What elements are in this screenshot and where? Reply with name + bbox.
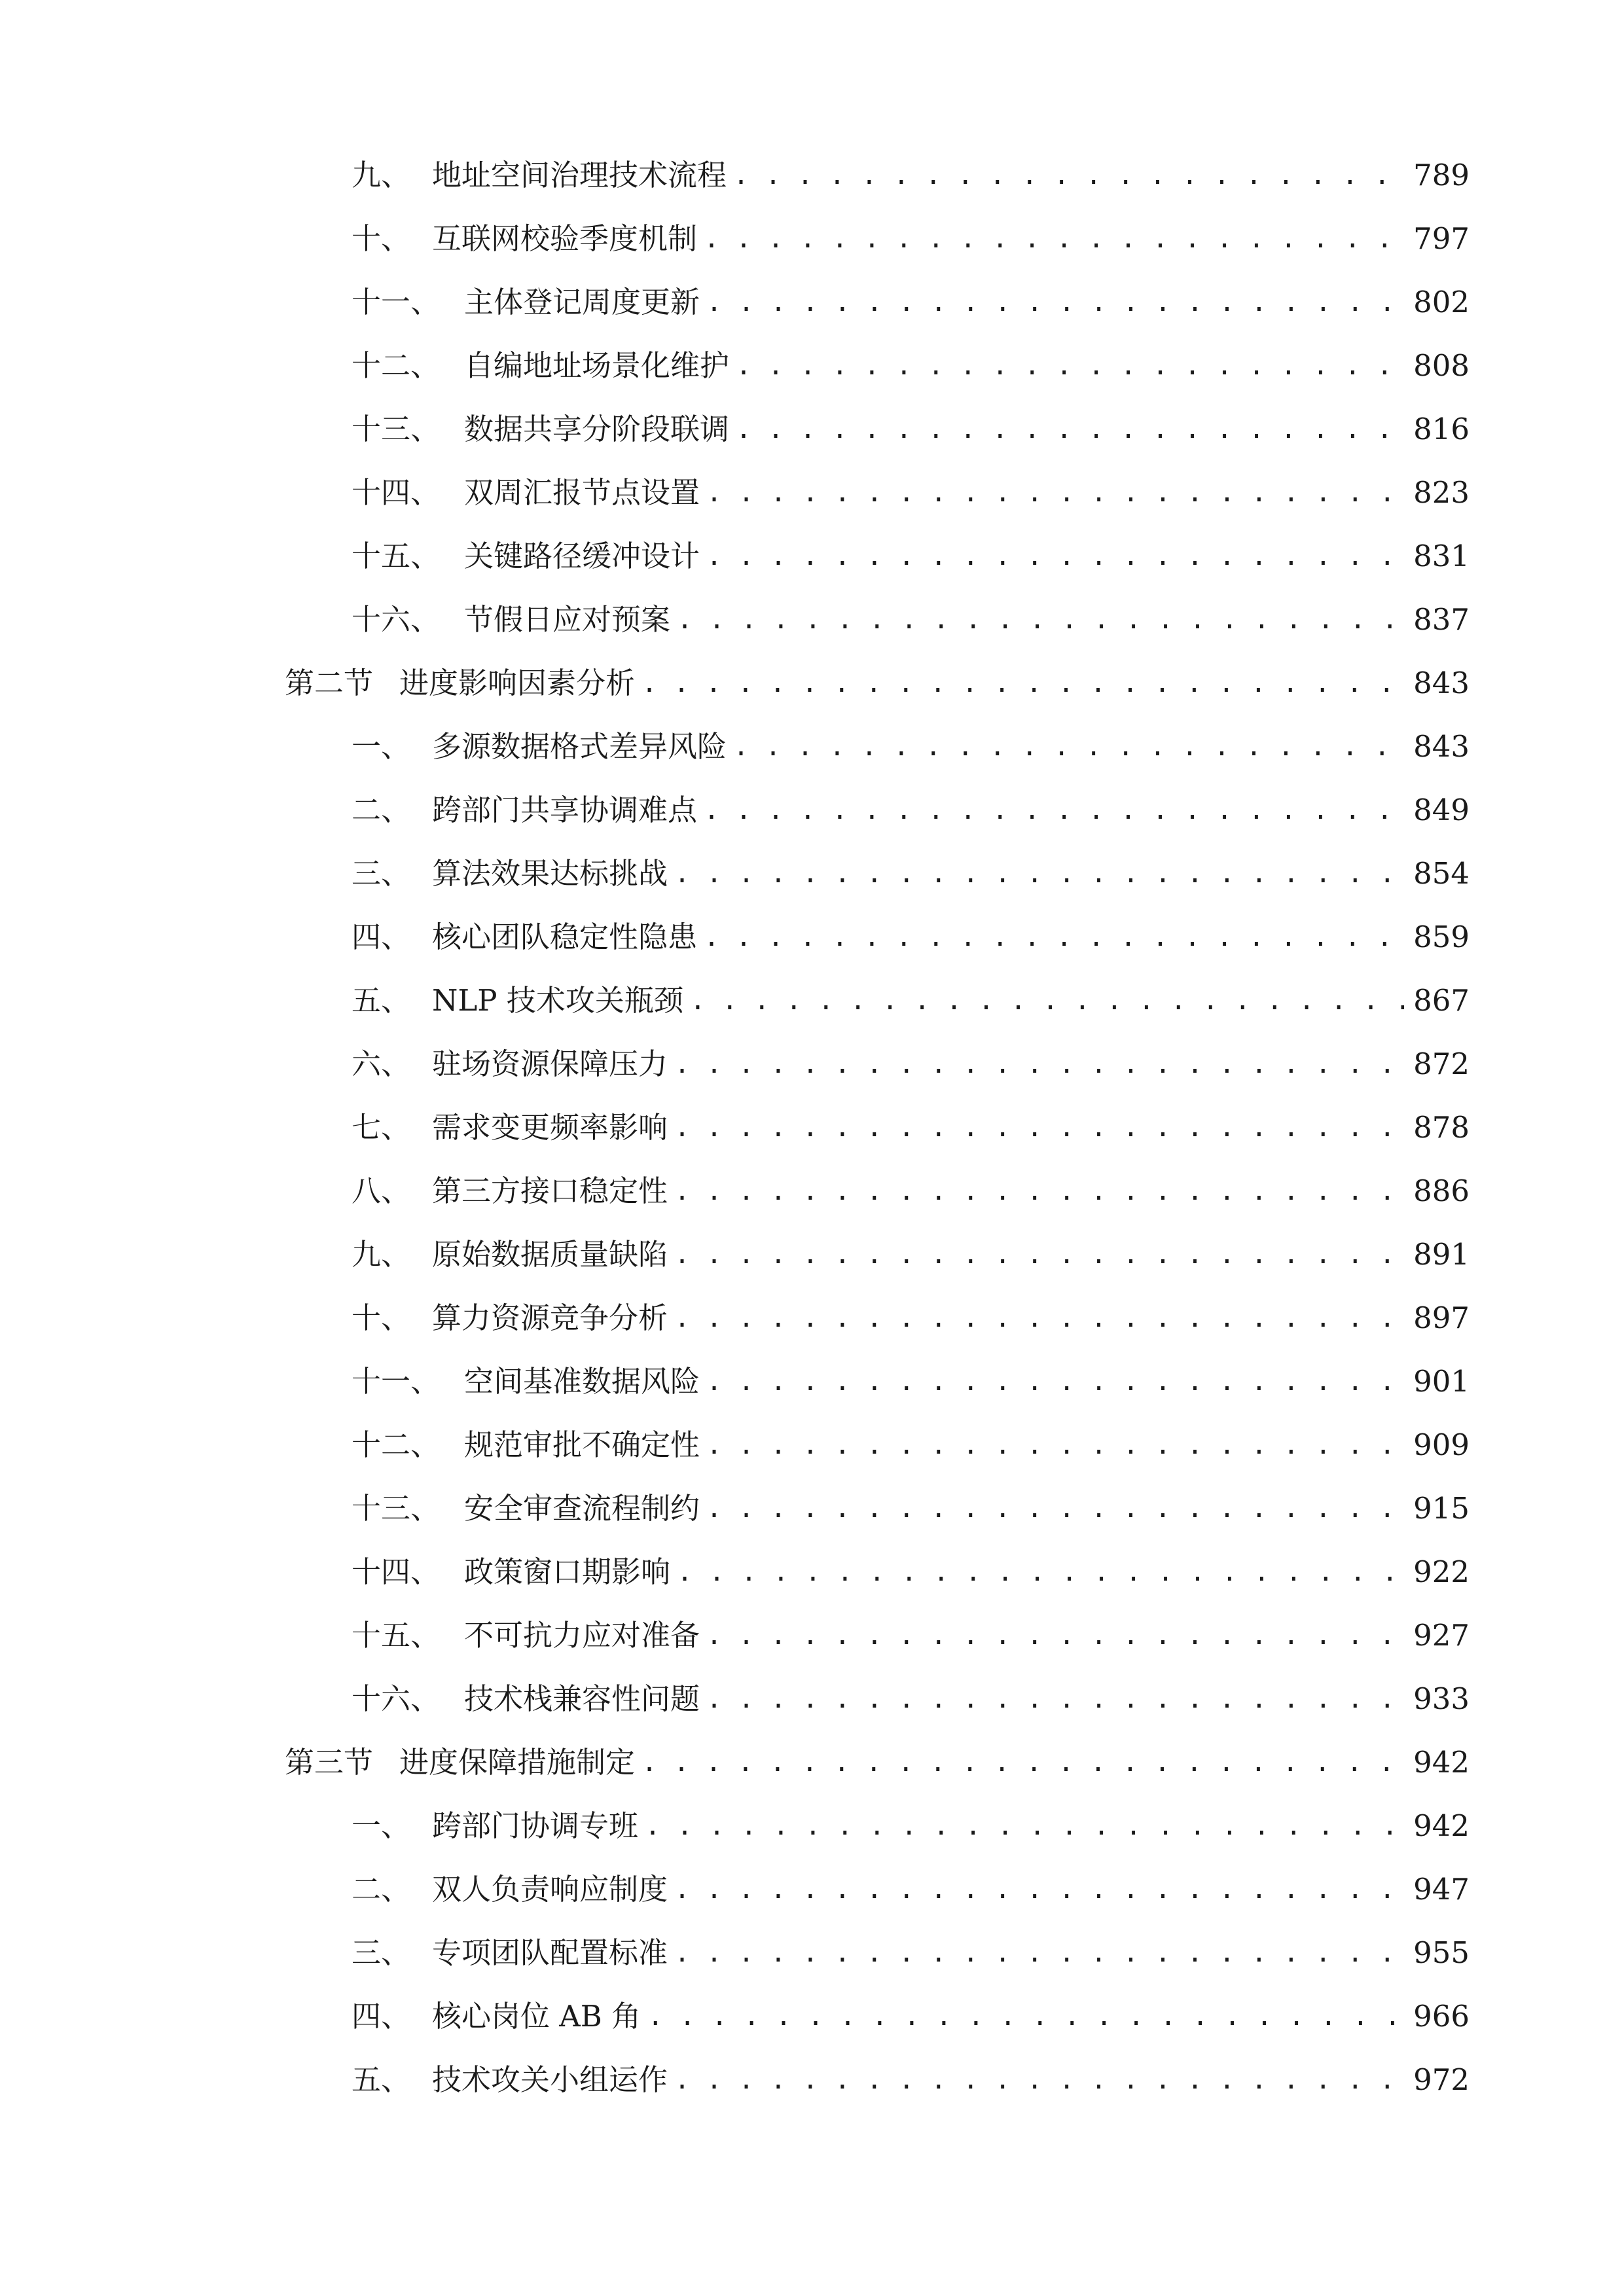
entry-number: 十三、 <box>352 412 441 446</box>
dot-leader <box>736 406 1404 452</box>
dot-leader <box>706 1422 1404 1468</box>
dot-leader <box>677 597 1404 643</box>
dot-leader <box>706 1486 1404 1532</box>
dot-leader <box>641 1740 1404 1785</box>
entry-title: 数据共享分阶段联调 <box>464 412 730 446</box>
toc-entry[interactable] <box>352 914 1470 960</box>
entry-number: 二、 <box>352 793 411 827</box>
toc-entry[interactable] <box>352 724 1470 770</box>
entry-number: 十二、 <box>352 348 441 383</box>
entry-number: 八、 <box>352 1174 411 1208</box>
toc-entry[interactable] <box>352 1232 1470 1278</box>
entry-title: 跨部门协调专班 <box>432 1808 639 1843</box>
entry-title: 空间基准数据风险 <box>464 1364 700 1399</box>
toc-entry[interactable] <box>352 216 1470 262</box>
entry-page-number: 947 <box>1413 1872 1470 1907</box>
entry-number: 七、 <box>352 1110 411 1145</box>
toc-entry[interactable] <box>352 533 1470 579</box>
entry-page-number: 915 <box>1413 1491 1470 1526</box>
entry-title: 原始数据质量缺陷 <box>432 1237 668 1272</box>
dot-leader <box>706 1676 1404 1722</box>
entry-number: 四、 <box>352 920 411 954</box>
entry-page-number: 802 <box>1413 285 1470 319</box>
entry-number: 十四、 <box>352 475 441 510</box>
entry-title: 安全审查流程制约 <box>464 1491 700 1526</box>
entry-title: 节假日应对预案 <box>464 602 671 637</box>
toc-entry[interactable] <box>352 597 1470 643</box>
entry-title: 驻场资源保障压力 <box>432 1047 668 1081</box>
entry-page-number: 837 <box>1413 602 1470 637</box>
entry-number: 六、 <box>352 1047 411 1081</box>
entry-page-number: 872 <box>1413 1047 1470 1081</box>
toc-entry[interactable] <box>352 1359 1470 1405</box>
dot-leader <box>677 1549 1404 1595</box>
toc-entry[interactable] <box>352 279 1470 325</box>
entry-page-number: 933 <box>1413 1681 1470 1716</box>
dot-leader <box>674 2057 1404 2103</box>
entry-page-number: 927 <box>1413 1618 1470 1653</box>
toc-entry[interactable] <box>352 1867 1470 1912</box>
toc-entry[interactable] <box>352 406 1470 452</box>
dot-leader <box>736 343 1404 389</box>
toc-entry[interactable] <box>352 978 1470 1024</box>
entry-title: 核心团队稳定性隐患 <box>432 920 698 954</box>
entry-page-number: 823 <box>1413 475 1470 510</box>
entry-number: 十三、 <box>352 1491 441 1526</box>
toc-entry[interactable] <box>352 152 1470 198</box>
dot-leader <box>706 533 1404 579</box>
entry-title: 多源数据格式差异风险 <box>432 729 727 764</box>
dot-leader <box>706 1613 1404 1659</box>
entry-number: 十六、 <box>352 1681 441 1716</box>
entry-page-number: 901 <box>1413 1364 1470 1399</box>
entry-title: 自编地址场景化维护 <box>464 348 730 383</box>
dot-leader <box>706 279 1404 325</box>
entry-title: 双人负责响应制度 <box>432 1872 668 1907</box>
dot-leader <box>674 1168 1404 1214</box>
entry-page-number: 966 <box>1413 1999 1470 2034</box>
entry-title: 规范审批不确定性 <box>464 1427 700 1462</box>
entry-title: 双周汇报节点设置 <box>464 475 700 510</box>
entry-page-number: 849 <box>1413 793 1470 827</box>
section-number: 第三节 <box>285 1745 374 1780</box>
entry-page-number: 843 <box>1413 729 1470 764</box>
entry-number: 十四、 <box>352 1554 441 1589</box>
entry-title: 互联网校验季度机制 <box>432 221 698 256</box>
entry-title: 跨部门共享协调难点 <box>432 793 698 827</box>
entry-number: 十一、 <box>352 285 441 319</box>
entry-page-number: 972 <box>1413 2062 1470 2097</box>
entry-number: 九、 <box>352 1237 411 1272</box>
entry-page-number: 891 <box>1413 1237 1470 1272</box>
dot-leader <box>690 978 1404 1024</box>
toc-entry[interactable] <box>352 1168 1470 1214</box>
entry-page-number: 859 <box>1413 920 1470 954</box>
entry-number: 十、 <box>352 1300 411 1335</box>
entry-page-number: 886 <box>1413 1174 1470 1208</box>
dot-leader <box>674 1867 1404 1912</box>
entry-title: 算力资源竞争分析 <box>432 1300 668 1335</box>
entry-page-number: 867 <box>1413 983 1470 1018</box>
entry-page-number: 808 <box>1413 348 1470 383</box>
entry-page-number: 843 <box>1413 666 1470 700</box>
entry-number: 十六、 <box>352 602 441 637</box>
dot-leader <box>674 1295 1404 1341</box>
entry-title: 不可抗力应对准备 <box>464 1618 700 1653</box>
entry-page-number: 909 <box>1413 1427 1470 1462</box>
dot-leader <box>645 1803 1404 1849</box>
entry-page-number: 942 <box>1413 1808 1470 1843</box>
entry-number: 五、 <box>352 2062 411 2097</box>
dot-leader <box>674 851 1404 897</box>
entry-title: 核心岗位 AB 角 <box>432 1999 641 2034</box>
entry-title: 专项团队配置标准 <box>432 1935 668 1970</box>
toc-entry[interactable] <box>352 1105 1470 1151</box>
dot-leader <box>733 152 1404 198</box>
section-title: 进度保障措施制定 <box>399 1745 636 1780</box>
toc-entry[interactable] <box>352 787 1470 833</box>
entry-number: 十五、 <box>352 1618 441 1653</box>
entry-page-number: 955 <box>1413 1935 1470 1970</box>
toc-entry[interactable] <box>352 343 1470 389</box>
entry-page-number: 942 <box>1413 1745 1470 1780</box>
section-title: 进度影响因素分析 <box>399 666 636 700</box>
entry-number: 三、 <box>352 856 411 891</box>
entry-number: 九、 <box>352 158 411 192</box>
toc-entry[interactable] <box>352 2057 1470 2103</box>
entry-title: 地址空间治理技术流程 <box>432 158 727 192</box>
entry-number: 十二、 <box>352 1427 441 1462</box>
entry-number: 四、 <box>352 1999 411 2034</box>
toc-section-entry[interactable] <box>285 660 1470 706</box>
toc-entry[interactable] <box>352 1676 1470 1722</box>
entry-title: 算法效果达标挑战 <box>432 856 668 891</box>
entry-title: 技术攻关小组运作 <box>432 2062 668 2097</box>
toc-entry[interactable] <box>352 470 1470 516</box>
toc-entry[interactable] <box>352 1549 1470 1595</box>
entry-number: 十一、 <box>352 1364 441 1399</box>
entry-title: 关键路径缓冲设计 <box>464 539 700 573</box>
toc-entry[interactable] <box>352 851 1470 897</box>
entry-page-number: 897 <box>1413 1300 1470 1335</box>
dot-leader <box>674 1930 1404 1976</box>
entry-page-number: 797 <box>1413 221 1470 256</box>
entry-title: NLP 技术攻关瓶颈 <box>432 983 683 1018</box>
toc-entry[interactable] <box>352 1930 1470 1976</box>
toc-section-entry[interactable] <box>285 1740 1470 1785</box>
dot-leader <box>706 470 1404 516</box>
entry-page-number: 789 <box>1413 158 1470 192</box>
dot-leader <box>706 1359 1404 1405</box>
entry-number: 十、 <box>352 221 411 256</box>
toc-entry[interactable] <box>352 1041 1470 1087</box>
dot-leader <box>704 787 1404 833</box>
entry-number: 十五、 <box>352 539 441 573</box>
dot-leader <box>641 660 1404 706</box>
dot-leader <box>674 1041 1404 1087</box>
entry-page-number: 816 <box>1413 412 1470 446</box>
entry-page-number: 831 <box>1413 539 1470 573</box>
entry-title: 政策窗口期影响 <box>464 1554 671 1589</box>
toc-entry[interactable] <box>352 1295 1470 1341</box>
entry-number: 一、 <box>352 1808 411 1843</box>
toc-entry[interactable] <box>352 1803 1470 1849</box>
entry-number: 二、 <box>352 1872 411 1907</box>
toc-entry[interactable] <box>352 1613 1470 1659</box>
section-number: 第二节 <box>285 666 374 700</box>
entry-title: 需求变更频率影响 <box>432 1110 668 1145</box>
dot-leader <box>674 1232 1404 1278</box>
entry-page-number: 854 <box>1413 856 1470 891</box>
entry-title: 第三方接口稳定性 <box>432 1174 668 1208</box>
dot-leader <box>704 914 1404 960</box>
entry-title: 技术栈兼容性问题 <box>464 1681 700 1716</box>
dot-leader <box>674 1105 1404 1151</box>
dot-leader <box>733 724 1404 770</box>
dot-leader <box>704 216 1404 262</box>
toc-entry[interactable] <box>352 1994 1470 2039</box>
dot-leader <box>647 1994 1404 2039</box>
entry-number: 一、 <box>352 729 411 764</box>
entry-page-number: 922 <box>1413 1554 1470 1589</box>
entry-page-number: 878 <box>1413 1110 1470 1145</box>
toc-entry[interactable] <box>352 1422 1470 1468</box>
entry-title: 主体登记周度更新 <box>464 285 700 319</box>
entry-number: 三、 <box>352 1935 411 1970</box>
toc-entry[interactable] <box>352 1486 1470 1532</box>
entry-number: 五、 <box>352 983 411 1018</box>
